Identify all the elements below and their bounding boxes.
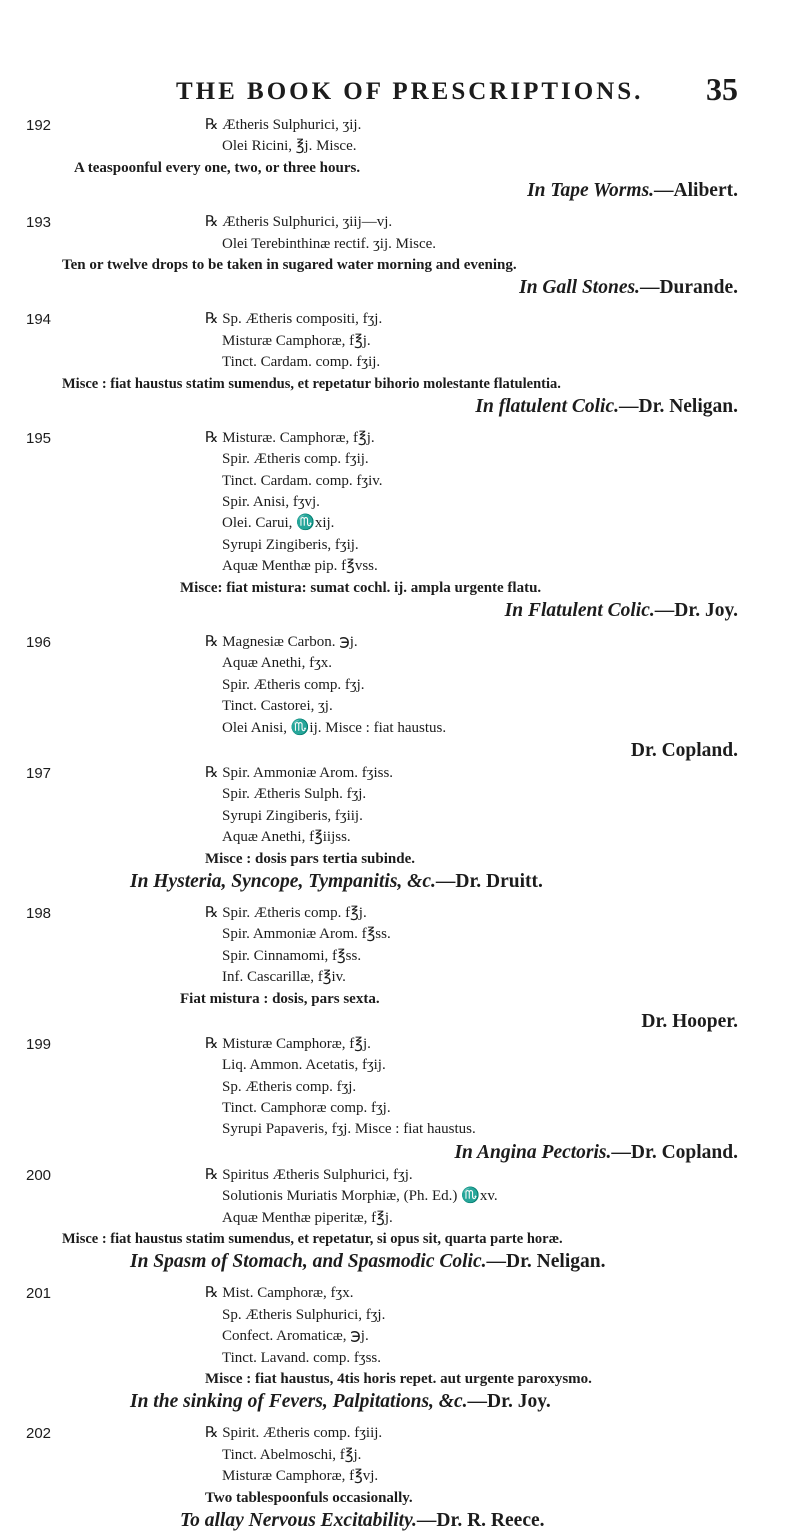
attribution bbox=[0, 395, 800, 419]
indication: In Tape Worms. bbox=[527, 180, 655, 202]
ingredient-line: Sp. Ætheris comp. fʒj. bbox=[222, 1078, 357, 1095]
indication: In Gall Stones. bbox=[519, 277, 640, 299]
page-header bbox=[98, 71, 738, 118]
prescription-number: 196 bbox=[26, 634, 52, 652]
ingredient-line: Spir. Ætheris comp. fʒj. bbox=[222, 676, 365, 693]
ingredient-line: Aquæ Anethi, fʒx. bbox=[222, 655, 332, 672]
attribution bbox=[0, 1141, 800, 1165]
ingredient-line: Tinct. Cardam. comp. fʒiv. bbox=[222, 472, 383, 489]
ingredient-line: Sp. Ætheris Sulphurici, fʒj. bbox=[222, 1306, 386, 1323]
recipe-line: ℞ Spir. Ammoniæ Arom. fʒiss. bbox=[205, 764, 394, 781]
prescription-number: 195 bbox=[26, 429, 52, 447]
directions: Misce: fiat mistura: sumat cochl. ij. ampla urgente flatu. bbox=[180, 579, 542, 596]
running-title: THE BOOK OF PRESCRIPTIONS. bbox=[176, 78, 644, 105]
recipe-line: ℞ Mist. Camphoræ, fʒx. bbox=[205, 1285, 354, 1302]
ingredient-line: Spir. Anisi, fʒvj. bbox=[222, 494, 320, 511]
prescription-number: 198 bbox=[26, 904, 52, 922]
prescription-entry bbox=[0, 115, 800, 203]
recipe-line: ℞ Magnesiæ Carbon. ℈j. bbox=[205, 634, 358, 651]
author: —Dr. Joy. bbox=[467, 1391, 551, 1413]
prescription-number: 200 bbox=[26, 1166, 52, 1184]
ingredient-line: Tinct. Abelmoschi, f℥j. bbox=[222, 1446, 362, 1463]
attribution bbox=[0, 276, 800, 300]
recipe-line: ℞ Ætheris Sulphurici, ʒiij—vj. bbox=[205, 214, 393, 231]
ingredient-line: Aquæ Menthæ piperitæ, f℥j. bbox=[222, 1209, 393, 1226]
ingredient-line: Aquæ Menthæ pip. f℥vss. bbox=[222, 558, 378, 575]
ingredient-line: Aquæ Anethi, f℥iijss. bbox=[222, 829, 351, 846]
prescription-number: 201 bbox=[26, 1285, 52, 1303]
ingredient-line: Misturæ Camphoræ, f℥j. bbox=[222, 332, 371, 349]
attribution bbox=[0, 739, 800, 763]
recipe-line: ℞ Misturæ Camphoræ, f℥j. bbox=[205, 1035, 371, 1052]
author: —Dr. R. Reece. bbox=[416, 1509, 545, 1531]
indication: In Angina Pectoris. bbox=[454, 1141, 612, 1163]
author: Dr. Hooper. bbox=[641, 1010, 738, 1032]
prescription-entry bbox=[0, 632, 800, 763]
prescription-number: 193 bbox=[26, 214, 52, 232]
ingredient-line: Liq. Ammon. Acetatis, fʒij. bbox=[222, 1057, 386, 1074]
indication: In Spasm of Stomach, and Spasmodic Colic. bbox=[130, 1251, 487, 1273]
author: —Durande. bbox=[639, 277, 738, 299]
recipe-line: ℞ Sp. Ætheris compositi, fʒj. bbox=[205, 311, 383, 328]
ingredient-line: Spir. Ætheris Sulph. fʒj. bbox=[222, 786, 367, 803]
ingredient-line: Spir. Cinnamomi, f℥ss. bbox=[222, 947, 362, 964]
directions: Misce : fiat haustus, 4tis horis repet. aut urgente paroxysmo. bbox=[205, 1370, 592, 1387]
author: —Dr. Joy. bbox=[654, 600, 738, 622]
ingredient-line: Confect. Aromaticæ, ℈j. bbox=[222, 1328, 369, 1345]
attribution bbox=[0, 1250, 800, 1274]
attribution bbox=[0, 179, 800, 203]
ingredient-line: Syrupi Zingiberis, fʒij. bbox=[222, 536, 359, 553]
ingredient-line: Tinct. Cardam. comp. fʒij. bbox=[222, 354, 381, 371]
prescription-list bbox=[0, 115, 800, 1533]
recipe-line: ℞ Spir. Ætheris comp. f℥j. bbox=[205, 904, 367, 921]
directions: Two tablespoonfuls occasionally. bbox=[205, 1489, 413, 1506]
ingredient-line: Olei. Carui, ♏xij. bbox=[222, 515, 335, 532]
prescription-number: 199 bbox=[26, 1035, 52, 1053]
recipe-line: ℞ Misturæ. Camphoræ, f℥j. bbox=[205, 429, 375, 446]
ingredient-line: Solutionis Muriatis Morphiæ, (Ph. Ed.) ♏xv. bbox=[222, 1188, 498, 1205]
ingredient-line: Olei Ricini, ℥j. Misce. bbox=[222, 138, 357, 155]
attribution bbox=[0, 1509, 800, 1533]
prescription-number: 202 bbox=[26, 1425, 52, 1443]
author: Dr. Copland. bbox=[630, 739, 738, 761]
prescription-number: 197 bbox=[26, 764, 52, 782]
ingredient-line: Olei Anisi, ♏ij. Misce : fiat haustus. bbox=[222, 719, 447, 736]
prescription-entry bbox=[0, 1283, 800, 1414]
author: —Alibert. bbox=[654, 180, 738, 202]
attribution bbox=[0, 1390, 800, 1414]
attribution bbox=[0, 870, 800, 894]
ingredient-line: Tinct. Camphoræ comp. fʒj. bbox=[222, 1100, 391, 1117]
prescription-number: 194 bbox=[26, 311, 52, 329]
directions: Misce : fiat haustus statim sumendus, et repetatur bihorio molestante flatulentia. bbox=[62, 375, 561, 392]
prescription-entry bbox=[0, 1034, 800, 1165]
indication: In flatulent Colic. bbox=[475, 395, 619, 417]
ingredient-line: Tinct. Castorei, ʒj. bbox=[222, 698, 333, 715]
attribution bbox=[0, 1010, 800, 1034]
ingredient-line: Olei Terebinthinæ rectif. ʒij. Misce. bbox=[222, 235, 437, 252]
directions: A teaspoonful every one, two, or three hours. bbox=[74, 159, 361, 176]
ingredient-line: Syrupi Zingiberis, fʒiij. bbox=[222, 807, 363, 824]
indication: In the sinking of Fevers, Palpitations, &c. bbox=[130, 1391, 468, 1413]
attribution bbox=[0, 599, 800, 623]
ingredient-line: Syrupi Papaveris, fʒj. Misce : fiat haustus. bbox=[222, 1121, 476, 1138]
indication: In Flatulent Colic. bbox=[504, 600, 655, 622]
prescription-number: 192 bbox=[26, 117, 52, 134]
ingredient-line: Spir. Ætheris comp. fʒij. bbox=[222, 451, 369, 468]
ingredient-line: Tinct. Lavand. comp. fʒss. bbox=[222, 1349, 382, 1366]
page-number: 35 bbox=[706, 71, 738, 107]
prescription-entry bbox=[0, 763, 800, 894]
prescription-entry bbox=[0, 903, 800, 1034]
ingredient-line: Inf. Cascarillæ, f℥iv. bbox=[222, 969, 346, 986]
prescription-entry bbox=[0, 1165, 800, 1275]
ingredient-line: Spir. Ammoniæ Arom. f℥ss. bbox=[222, 926, 391, 943]
directions: Misce : dosis pars tertia subinde. bbox=[205, 850, 415, 867]
prescription-entry bbox=[0, 1423, 800, 1533]
prescription-entry bbox=[0, 309, 800, 419]
recipe-line: ℞ Ætheris Sulphurici, ʒij. bbox=[205, 117, 362, 133]
directions: Fiat mistura : dosis, pars sexta. bbox=[180, 990, 380, 1007]
prescription-entry bbox=[0, 212, 800, 300]
directions: Ten or twelve drops to be taken in sugared water morning and evening. bbox=[62, 256, 517, 273]
author: —Dr. Druitt. bbox=[435, 870, 543, 892]
indication: To allay Nervous Excitability. bbox=[180, 1509, 417, 1531]
indication: In Hysteria, Syncope, Tympanitis, &c. bbox=[130, 870, 436, 892]
ingredient-line: Misturæ Camphoræ, f℥vj. bbox=[222, 1468, 379, 1485]
prescription-entry bbox=[0, 428, 800, 623]
author: —Dr. Neligan. bbox=[619, 395, 738, 417]
recipe-line: ℞ Spiritus Ætheris Sulphurici, fʒj. bbox=[205, 1166, 413, 1183]
directions: Misce : fiat haustus statim sumendus, et repetatur, si opus sit, quarta parte horæ. bbox=[62, 1231, 563, 1248]
recipe-line: ℞ Spirit. Ætheris comp. fʒiij. bbox=[205, 1425, 383, 1442]
author: —Dr. Copland. bbox=[611, 1141, 738, 1163]
author: —Dr. Neligan. bbox=[486, 1251, 606, 1273]
